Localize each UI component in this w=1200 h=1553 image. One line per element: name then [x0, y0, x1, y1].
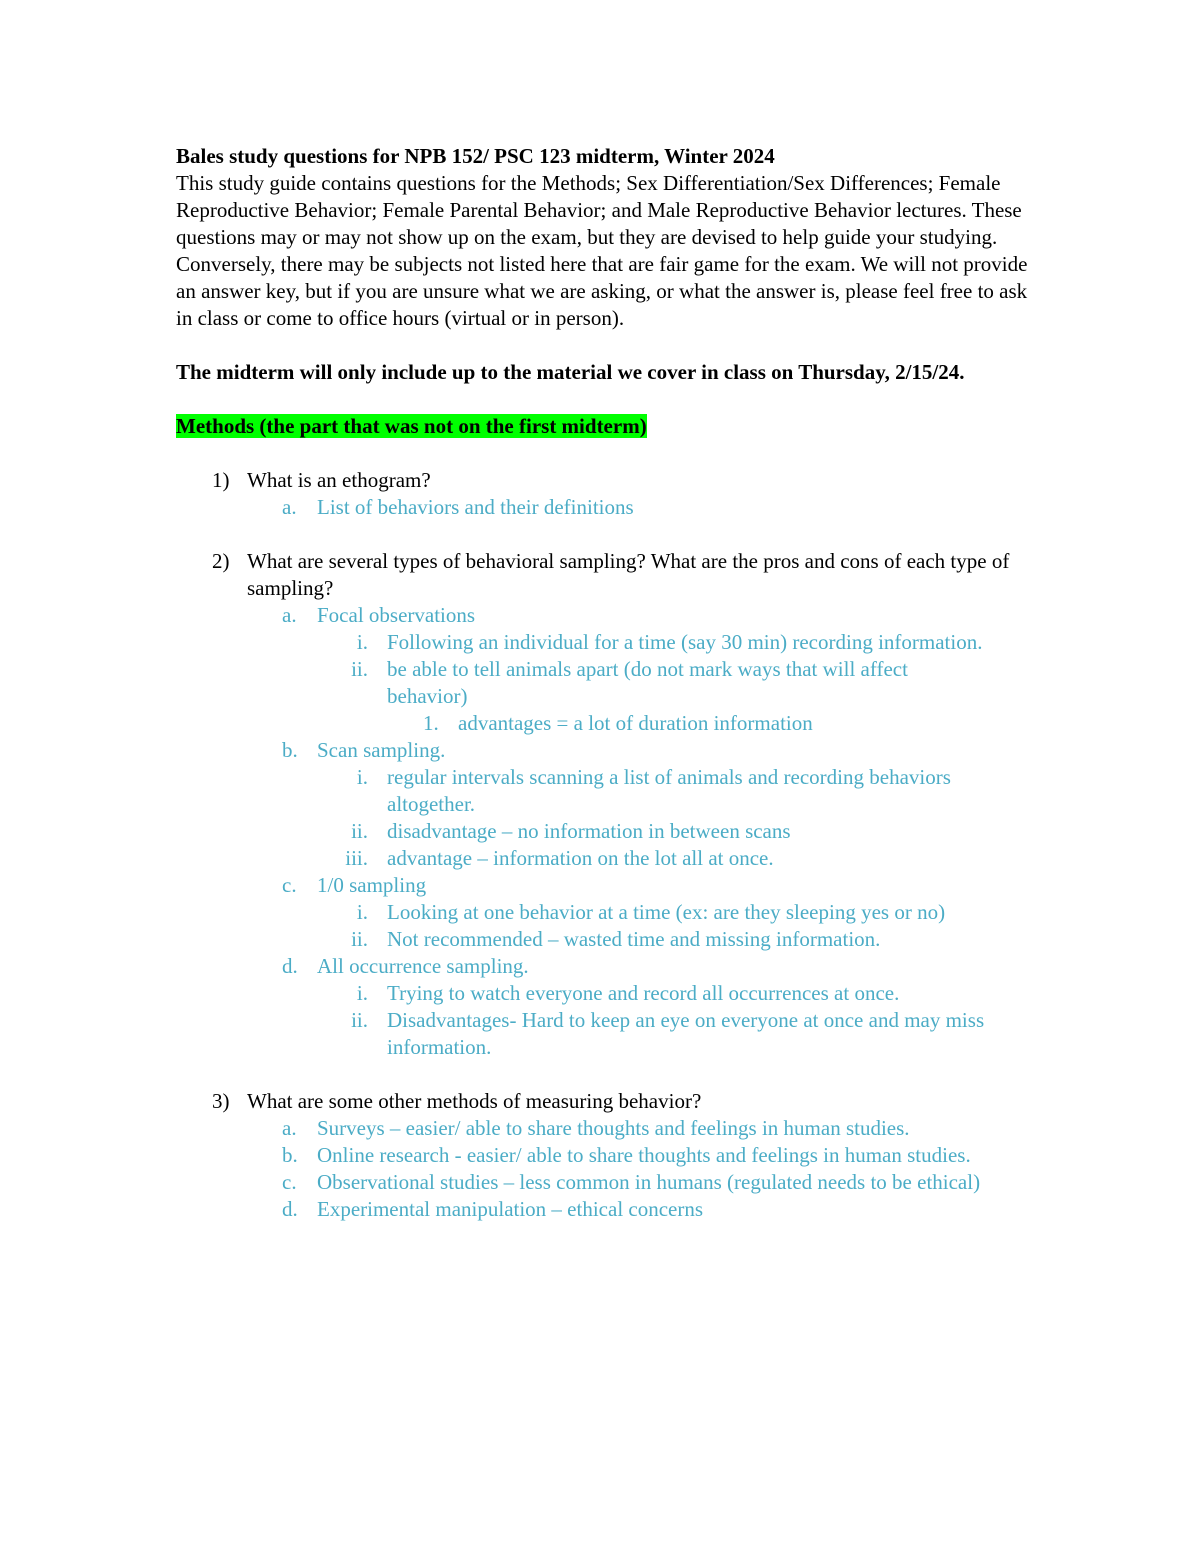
answer-text: Looking at one behavior at a time (ex: are they sleeping yes or no): [387, 900, 946, 924]
list-marker: b.: [282, 1143, 298, 1167]
answer-text: 1/0 sampling: [317, 873, 427, 897]
list-marker: ii.: [351, 819, 368, 843]
answer-text: Following an individual for a time (say 30 min) recording information.: [387, 630, 983, 654]
question-1: [176, 467, 1036, 494]
answer-subitem: [351, 1007, 1036, 1061]
document-title: Bales study questions for NPB 152/ PSC 123 midterm, Winter 2024: [176, 144, 775, 168]
question-3: [176, 1088, 1036, 1115]
answer-text: Scan sampling.: [317, 738, 446, 762]
answer-text: Trying to watch everyone and record all occurrences at once.: [387, 981, 900, 1005]
answer-subitem: [351, 656, 1036, 710]
list-marker: a.: [282, 1116, 297, 1140]
answer-item: [282, 1169, 1036, 1196]
list-marker: ii.: [351, 657, 368, 681]
list-marker: i.: [356, 630, 368, 654]
answer-text: Observational studies – less common in humans (regulated needs to be ethical): [317, 1170, 981, 1194]
list-marker: c.: [282, 1170, 297, 1194]
answer-text: advantages = a lot of duration information: [458, 711, 813, 735]
answer-item: [282, 1115, 1036, 1142]
section-heading-text: Methods (the part that was not on the first midterm): [176, 414, 647, 438]
list-marker: i.: [356, 981, 368, 1005]
list-marker: ii.: [351, 927, 368, 951]
answer-text: advantage – information on the lot all at once.: [387, 846, 774, 870]
question-text: What are some other methods of measuring behavior?: [247, 1089, 702, 1113]
answer-text: Disadvantages- Hard to keep an eye on everyone at once and may miss information.: [387, 1008, 985, 1059]
answer-item: [282, 602, 1036, 629]
answer-text: Online research - easier/ able to share thoughts and feelings in human studies.: [317, 1143, 971, 1167]
answer-subsubitem: [423, 710, 1036, 737]
list-marker: i.: [356, 765, 368, 789]
answer-item: [282, 1196, 1036, 1223]
answer-subitem: [356, 899, 1036, 926]
list-marker: d.: [282, 1197, 298, 1221]
answer-text: be able to tell animals apart (do not mark ways that will affect behavior): [387, 657, 908, 708]
answer-text: disadvantage – no information in between scans: [387, 819, 791, 843]
section-heading-methods: [176, 413, 1036, 440]
answer-subitem: [351, 818, 1036, 845]
answer-item: [282, 737, 1036, 764]
list-marker: a.: [282, 495, 297, 519]
answer-text: Experimental manipulation – ethical concerns: [317, 1197, 704, 1221]
list-marker: a.: [282, 603, 297, 627]
answer-text: regular intervals scanning a list of animals and recording behaviors altogether.: [387, 765, 951, 816]
question-number: 1): [212, 468, 230, 492]
list-marker: b.: [282, 738, 298, 762]
question-number: 3): [212, 1089, 230, 1113]
answer-text: List of behaviors and their definitions: [317, 495, 634, 519]
list-marker: ii.: [351, 1008, 368, 1032]
answer-item: [282, 494, 1036, 521]
answer-item: [282, 872, 1036, 899]
question-number: 2): [212, 549, 230, 573]
question-text-content: What are several types of behavioral sampling? What are the pros and cons of each type of sampling?: [247, 549, 1010, 600]
midterm-notice: The midterm will only include up to the material we cover in class on Thursday, 2/15/24.: [176, 360, 965, 384]
list-marker: i.: [356, 900, 368, 924]
document-page: [176, 143, 1036, 1223]
answer-text: Surveys – easier/ able to share thoughts and feelings in human studies.: [317, 1116, 910, 1140]
answer-item: [282, 1142, 1036, 1169]
list-marker: iii.: [345, 846, 368, 870]
answer-subitem: [356, 629, 1036, 656]
answer-subitem: [356, 980, 1036, 1007]
question-text: What is an ethogram?: [247, 468, 431, 492]
answer-text: Focal observations: [317, 603, 476, 627]
answer-subitem: [351, 926, 1036, 953]
list-marker: d.: [282, 954, 298, 978]
question-2: [176, 548, 1036, 602]
answer-subitem: [356, 764, 1036, 818]
question-text: [247, 548, 1036, 602]
answer-subitem: [345, 845, 1036, 872]
answer-text: Not recommended – wasted time and missing information.: [387, 927, 881, 951]
answer-item: [282, 953, 1036, 980]
list-marker: c.: [282, 873, 297, 897]
intro-paragraph: This study guide contains questions for the Methods; Sex Differentiation/Sex Differences; Female Reproductive Behavior; Female Parental Behavior; and Male Reproductive Behavior lectures. These questions may or may not show up on the exam, but they are devised to help guide your studying. Conversely, there may be subjects not listed here that are fair game for the exam. We will not provide an answer key, but if you are unsure what we are asking, or what the answer is, please feel free to ask in class or come to office hours (virtual or in person).: [176, 171, 1028, 330]
list-marker: 1.: [423, 711, 439, 735]
answer-text: All occurrence sampling.: [317, 954, 529, 978]
